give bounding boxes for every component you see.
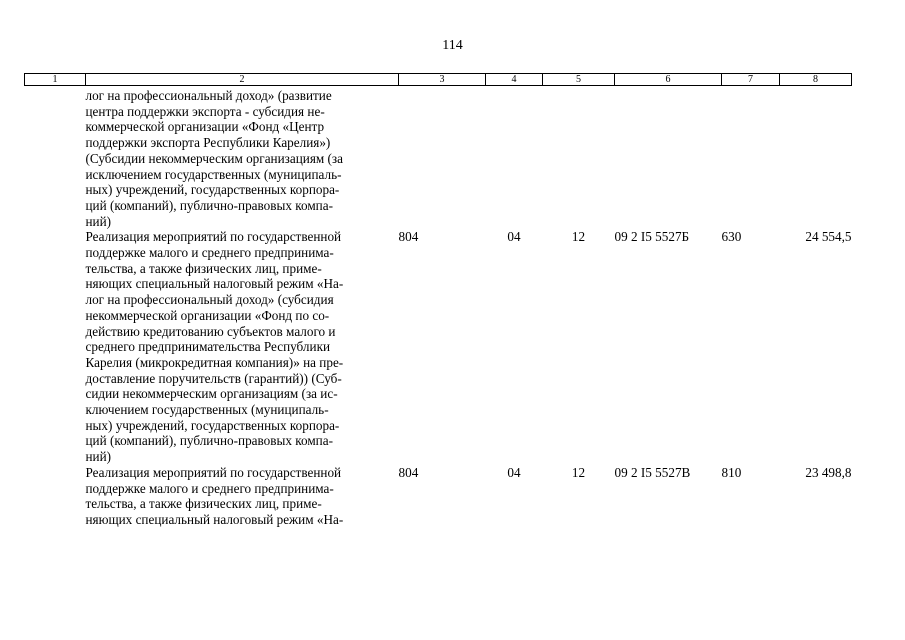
text-line: (Субсидии некоммерческим организациям (за (85, 150, 343, 166)
expense-type-cell: 630 (721, 229, 742, 245)
expense-type-cell: 810 (721, 464, 742, 480)
col-header: 7 (722, 74, 780, 86)
table-row (25, 86, 852, 230)
text-line: среднего предпринимательства Республики (85, 339, 331, 355)
page-number: 114 (442, 38, 463, 53)
ministry-code-cell: 804 (398, 229, 419, 245)
col-header: 5 (543, 74, 615, 86)
text-line: ний) (85, 449, 112, 465)
text-line: действию кредитованию субъектов малого и (85, 323, 336, 339)
table-row (25, 465, 852, 528)
target-article-cell: 09 2 I5 5527Б (614, 229, 690, 245)
text-line: Карелия (микрокредитная компания)» на пре- (85, 354, 344, 370)
text-line: няющих специальный налоговый режим «На- (85, 276, 344, 292)
text-line: центра поддержки экспорта - субсидия не- (85, 103, 325, 119)
text-line: лог на профессиональный доход» (развитие (85, 88, 332, 103)
amount-cell: 24 554,5 (805, 229, 852, 245)
row-number-cell (25, 86, 86, 230)
col-header: 1 (25, 74, 86, 86)
text-line: доставление поручительств (гарантий)) (Суб- (85, 370, 342, 386)
text-line: ных) учреждений, государственных корпора- (85, 182, 340, 198)
ministry-code-cell (399, 86, 486, 230)
col-header: 4 (486, 74, 543, 86)
column-number-row (25, 74, 852, 86)
table-row (25, 229, 852, 465)
text-line: ний) (85, 213, 112, 229)
target-article-cell: 09 2 I5 5527В (614, 464, 691, 480)
text-line: поддержки экспорта Республики Карелия») (85, 135, 331, 151)
subsection-cell: 12 (571, 464, 586, 480)
text-line: сидии некоммерческим организациям (за ис- (85, 386, 338, 402)
ministry-code-cell: 804 (398, 464, 419, 480)
col-header: 2 (86, 74, 399, 86)
text-line: исключением государственных (муниципаль- (85, 166, 342, 182)
section-cell (486, 86, 543, 230)
text-line: Реализация мероприятий по государственной (85, 229, 342, 245)
item-name-cell (86, 86, 399, 230)
item-name-cell (86, 229, 399, 465)
text-line: тельства, а также физических лиц, приме- (85, 496, 322, 512)
col-header: 8 (780, 74, 852, 86)
subsection-cell (543, 86, 615, 230)
text-line: ций (компаний), публично-правовых компа- (85, 433, 333, 449)
text-line: тельства, а также физических лиц, приме- (85, 260, 322, 276)
text-line: ций (компаний), публично-правовых компа- (85, 197, 333, 213)
section-cell: 04 (507, 464, 521, 480)
col-header: 3 (399, 74, 486, 86)
text-line: Реализация мероприятий по государственной (85, 464, 342, 480)
text-line: няющих специальный налоговый режим «На- (85, 511, 344, 527)
row-number-cell (25, 229, 86, 465)
text-line: поддержке малого и среднего предпринима- (85, 245, 334, 261)
target-article-cell (615, 86, 722, 230)
text-line: некоммерческой организации «Фонд по со- (85, 307, 330, 323)
col-header: 6 (615, 74, 722, 86)
text-line: ключением государственных (муниципаль- (85, 402, 329, 418)
text-line: коммерческой организации «Фонд «Центр (85, 119, 325, 135)
amount-cell: 23 498,8 (805, 464, 852, 480)
subsection-cell: 12 (571, 229, 586, 245)
text-line: поддержке малого и среднего предпринима- (85, 480, 334, 496)
expense-type-cell (722, 86, 780, 230)
text-line: ных) учреждений, государственных корпора- (85, 417, 340, 433)
section-cell: 04 (507, 229, 521, 245)
row-number-cell (25, 465, 86, 528)
text-line: лог на профессиональный доход» (субсидия (85, 292, 334, 308)
budget-table (24, 73, 852, 528)
item-name-cell (86, 465, 399, 528)
amount-cell (780, 86, 852, 230)
